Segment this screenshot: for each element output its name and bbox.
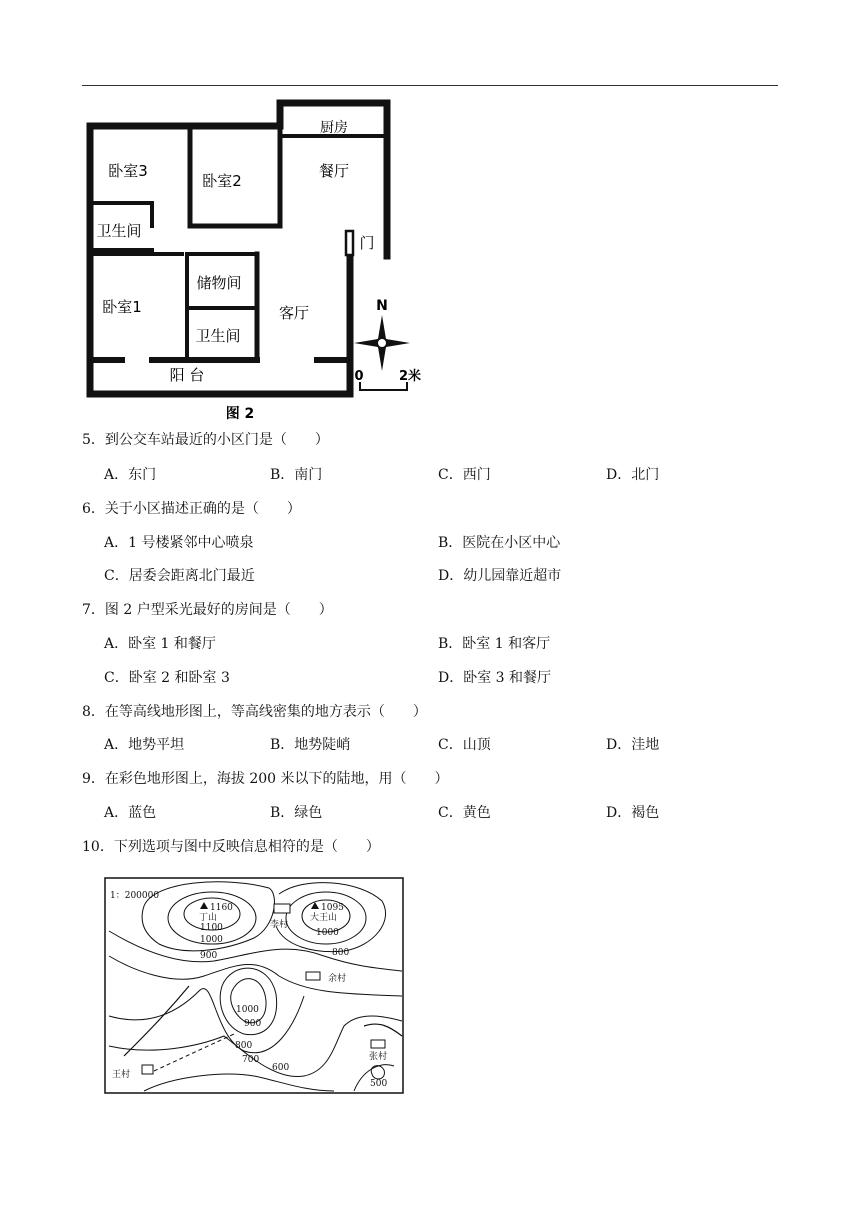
room-door: 门 [359,234,375,252]
contour-900-b: 900 [244,1019,262,1029]
room-bedroom2: 卧室2 [202,172,242,190]
contour-1000-c: 1000 [236,1005,259,1015]
question-7-stem: 7．图 2 户型采光最好的房间是（ ） [82,602,333,618]
q8-option-b[interactable]: B．地势陡峭 [270,737,351,753]
contour-700: 700 [242,1055,260,1065]
village-yu-label: 余村 [328,974,347,984]
q6-option-b[interactable]: B．医院在小区中心 [438,535,561,551]
q5-option-c[interactable]: C．西门 [438,467,491,483]
q8-option-c[interactable]: C．山顶 [438,737,491,753]
header-rule [82,85,778,86]
q9-option-a[interactable]: A．蓝色 [104,805,157,821]
contour-800-a: 800 [332,948,350,958]
contour-900-a: 900 [200,951,218,961]
q6-option-d[interactable]: D．幼儿园靠近超市 [438,568,562,584]
contour-1100: 1100 [200,923,223,933]
q9-option-d[interactable]: D．褐色 [606,805,660,821]
q5-option-a[interactable]: A．东门 [104,467,157,483]
room-living: 客厅 [278,304,310,322]
question-5-stem: 5．到公交车站最近的小区门是（ ） [82,432,329,448]
q8-option-a[interactable]: A．地势平坦 [104,737,185,753]
room-bathroom-bottom: 卫生间 [195,327,241,345]
contour-1000-b: 1000 [316,928,339,938]
question-6-stem: 6．关于小区描述正确的是（ ） [82,501,301,517]
contour-600: 600 [272,1063,290,1073]
q5-option-b[interactable]: B．南门 [270,467,323,483]
question-8-stem: 8．在等高线地形图上，等高线密集的地方表示（ ） [82,704,427,720]
compass-north-label: N [376,298,388,314]
peak2-name: 大王山 [310,913,338,923]
room-kitchen: 厨房 [320,120,348,136]
room-storage: 储物间 [196,274,242,292]
q9-option-c[interactable]: C．黄色 [438,805,491,821]
peak1-elevation: 1160 [210,903,233,913]
village-zhang-marker [371,1040,385,1048]
room-bathroom-top: 卫生间 [96,222,142,240]
village-li-marker [274,904,290,913]
village-wang-marker [142,1065,153,1074]
q8-option-d[interactable]: D．洼地 [606,737,660,753]
figure-caption: 图 2 [225,406,255,422]
contour-map-figure [104,876,406,1096]
contour-800-b: 800 [235,1041,253,1051]
contour-500: 500 [370,1079,388,1089]
map-scale: 1：200000 [110,891,160,901]
floor-plan-figure [82,98,432,423]
q7-option-d[interactable]: D．卧室 3 和餐厅 [438,670,552,686]
contour-1000-a: 1000 [200,935,223,945]
village-wang-label: 王村 [112,1070,131,1080]
q7-option-b[interactable]: B．卧室 1 和客厅 [438,636,551,652]
village-zhang-label: 张村 [369,1052,388,1062]
scale-zero: 0 [354,369,364,384]
peak1-name: 丁山 [199,913,218,923]
q6-option-a[interactable]: A．1 号楼紧邻中心喷泉 [104,535,254,551]
q9-option-b[interactable]: B．绿色 [270,805,323,821]
q7-option-c[interactable]: C．卧室 2 和卧室 3 [104,670,230,686]
room-bedroom3: 卧室3 [108,162,148,180]
village-li-label: 李村 [270,920,289,930]
village-yu-marker [306,972,320,980]
question-9-stem: 9．在彩色地形图上，海拔 200 米以下的陆地，用（ ） [82,771,449,787]
q6-option-c[interactable]: C．居委会距离北门最近 [104,568,255,584]
compass-icon [354,315,410,371]
question-10-stem: 10．下列选项与图中反映信息相符的是（ ） [82,839,380,855]
room-dining: 餐厅 [318,162,350,180]
room-balcony: 阳 台 [169,366,205,384]
q5-option-d[interactable]: D．北门 [606,467,660,483]
room-bedroom1: 卧室1 [102,298,142,316]
q7-option-a[interactable]: A．卧室 1 和餐厅 [104,636,216,652]
scale-length: 2米 [398,369,422,384]
peak2-elevation: 1095 [321,903,344,913]
